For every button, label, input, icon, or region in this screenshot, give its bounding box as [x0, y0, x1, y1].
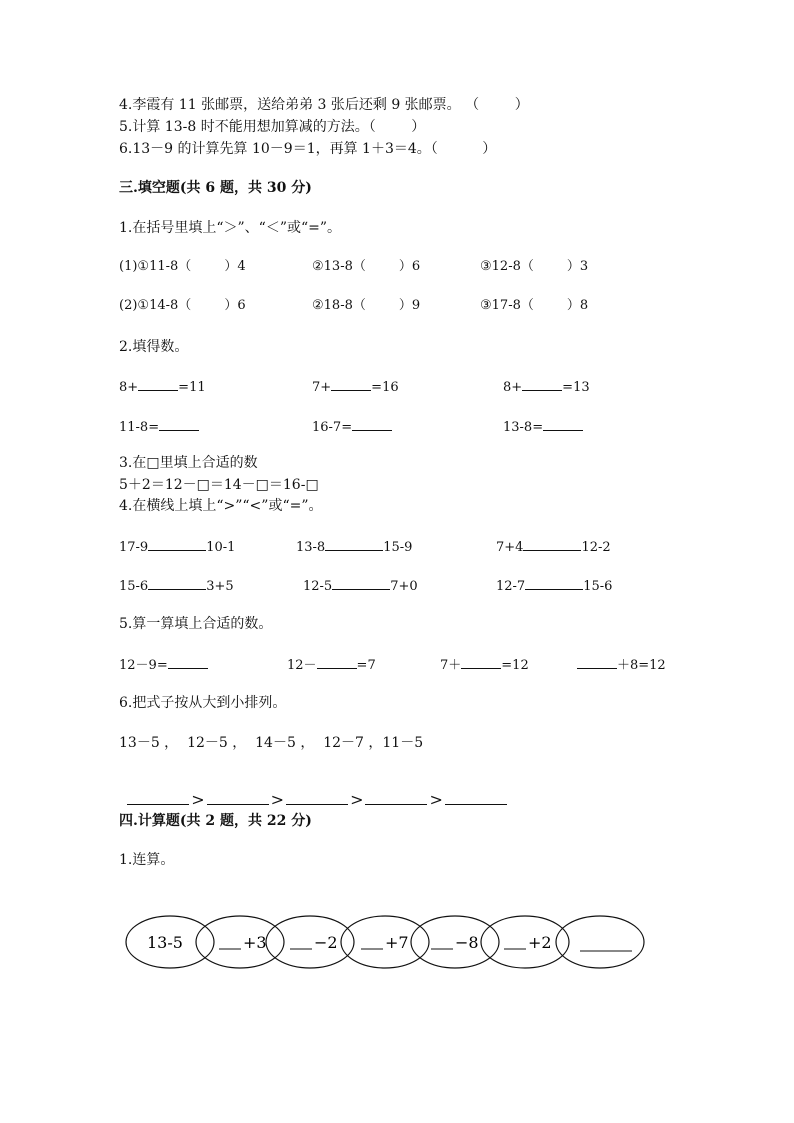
q4-row2-item2: 12-5 7+0: [303, 575, 418, 597]
answer-blank[interactable]: [207, 790, 269, 805]
s4-q1-prompt: 1.连算。: [119, 852, 175, 868]
q5-prompt: 5.算一算填上合适的数。: [119, 616, 273, 632]
answer-blank[interactable]: [525, 575, 583, 590]
chain-oval-2: [196, 916, 284, 968]
greater-than-sign: >: [270, 790, 285, 809]
section-3-title: 三.填空题(共 6 题，共 30 分): [119, 180, 312, 196]
chain-op: +3: [243, 933, 267, 952]
answer-blank[interactable]: [317, 654, 357, 669]
answer-blank[interactable]: [286, 790, 348, 805]
q4-row2-item3: 12-7 15-6: [496, 575, 612, 597]
answer-blank[interactable]: [577, 654, 617, 669]
chain-op: −8: [455, 933, 479, 952]
section-4-title: 四.计算题(共 2 题，共 22 分): [119, 813, 312, 829]
q4-row1-item2: 13-8 15-9: [296, 536, 412, 558]
answer-blank[interactable]: [461, 654, 501, 669]
q6-prompt: 6.把式子按从大到小排列。: [119, 695, 287, 711]
answer-blank[interactable]: [148, 575, 206, 590]
q1-row1-item3: ③12-8（ ）3: [480, 259, 589, 274]
q4-row1-item1: 17-9 10-1: [119, 536, 235, 558]
q1-prompt: 1.在括号里填上“＞”、“＜”或“=”。: [119, 220, 342, 236]
q2-row1-item1: 8+ =11: [119, 376, 206, 398]
q5-item1: 12－9=: [119, 654, 208, 676]
q6-ordering-row: [119, 770, 507, 812]
answer-blank[interactable]: [127, 790, 189, 805]
answer-blank[interactable]: [325, 536, 383, 551]
q3-equation: 5＋2＝12－□＝14－□＝16-□: [119, 477, 319, 493]
answer-blank[interactable]: [159, 416, 199, 431]
answer-blank[interactable]: [522, 376, 562, 391]
answer-blank[interactable]: [148, 536, 206, 551]
answer-blank[interactable]: [168, 654, 208, 669]
answer-blank[interactable]: [138, 376, 178, 391]
q4-prompt: 4.在横线上填上“>”“<”或“=”。: [119, 498, 323, 514]
greater-than-sign: >: [191, 790, 205, 809]
q4-row2-item1: 15-6 3+5: [119, 575, 234, 597]
q6-expressions: 13－5 ， 12－5 ， 14－5 ， 12－7 ，11－5: [119, 735, 424, 751]
greater-than-sign: >: [429, 790, 443, 809]
judge-question-6: 6.13－9 的计算先算 10－9＝1，再算 1＋3＝4。（ ）: [119, 141, 497, 157]
q1-row2-item1: (2)①14-8（ ）6: [119, 298, 246, 313]
chain-op: +2: [528, 933, 552, 952]
chain-start: 13-5: [147, 933, 183, 952]
q2-row2-item2: 16-7=: [312, 416, 392, 438]
q5-item3: 7＋ =12: [440, 654, 529, 676]
answer-blank[interactable]: [445, 790, 507, 805]
q2-row2-item3: 13-8=: [503, 416, 583, 438]
greater-than-sign: >: [350, 790, 364, 809]
q2-row1-item3: 8+ =13: [503, 376, 590, 398]
q5-item4: ＋8=12: [577, 654, 666, 676]
chain-calculation-diagram: [0, 897, 794, 987]
judge-question-4: 4.李霞有 11 张邮票，送给弟弟 3 张后还剩 9 张邮票。 （ ）: [119, 97, 529, 113]
q3-prompt: 3.在□里填上合适的数: [119, 455, 258, 471]
q1-row2-item3: ③17-8（ ）8: [480, 298, 589, 313]
q2-row1-item2: 7+ =16: [312, 376, 399, 398]
answer-blank[interactable]: [543, 416, 583, 431]
answer-blank[interactable]: [332, 575, 390, 590]
chain-op: −2: [314, 933, 338, 952]
q5-item2: 12－ =7: [287, 654, 376, 676]
q1-row2-item2: ②18-8（ ）9: [312, 298, 421, 313]
q4-row1-item3: 7+4 12-2: [496, 536, 611, 558]
q1-row1-item2: ②13-8（ ）6: [312, 259, 421, 274]
q1-row1-item1: (1)①11-8（ ）4: [119, 259, 246, 274]
answer-blank[interactable]: [331, 376, 371, 391]
answer-blank[interactable]: [365, 790, 427, 805]
chain-op: +7: [385, 933, 409, 952]
answer-blank[interactable]: [523, 536, 581, 551]
q2-prompt: 2.填得数。: [119, 339, 189, 355]
q2-row2-item1: 11-8=: [119, 416, 199, 438]
judge-question-5: 5.计算 13-8 时不能用想加算减的方法。（ ）: [119, 119, 426, 135]
answer-blank[interactable]: [352, 416, 392, 431]
